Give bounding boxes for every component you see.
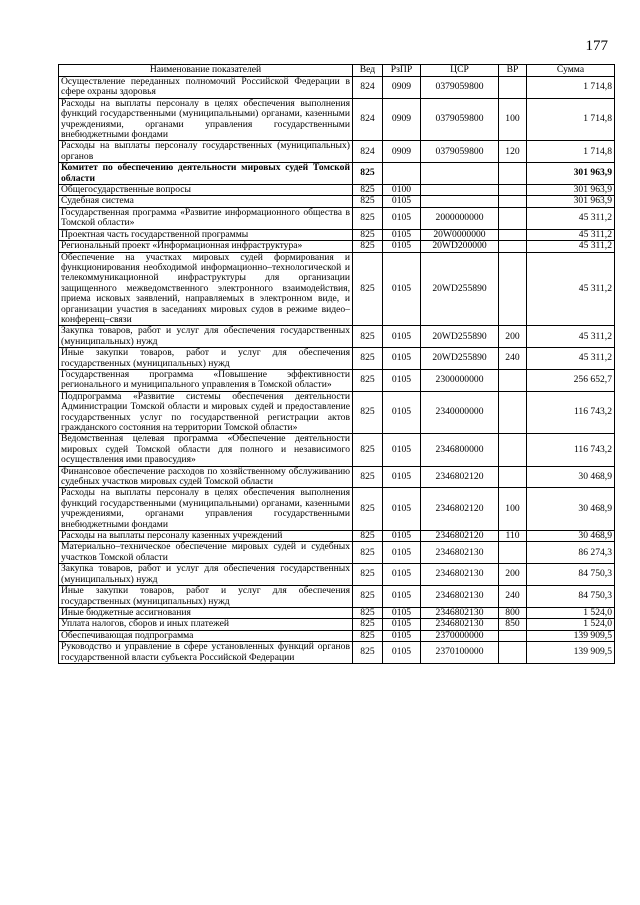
cell-rzpr: 0105 (383, 348, 421, 370)
table-header-row (59, 65, 615, 77)
cell-vr (499, 630, 527, 641)
cell-vr (499, 542, 527, 564)
cell-csr: 0379059800 (421, 77, 499, 99)
cell-sum: 45 311,2 (527, 229, 615, 240)
cell-vr: 110 (499, 531, 527, 542)
cell-csr: 2370000000 (421, 630, 499, 641)
table-row (59, 586, 615, 608)
cell-vr: 120 (499, 141, 527, 163)
cell-ved: 825 (353, 586, 383, 608)
cell-name: Уплата налогов, сборов и иных платежей (59, 619, 353, 630)
cell-sum: 139 909,5 (527, 642, 615, 664)
cell-rzpr: 0909 (383, 141, 421, 163)
cell-vr: 800 (499, 607, 527, 618)
cell-vr (499, 196, 527, 207)
cell-vr: 240 (499, 586, 527, 608)
cell-name: Региональный проект «Информационная инфраструктура» (59, 241, 353, 252)
cell-sum: 116 743,2 (527, 391, 615, 434)
cell-csr: 2000000000 (421, 207, 499, 229)
cell-csr: 20WD255890 (421, 326, 499, 348)
cell-name: Обеспечивающая подпрограмма (59, 630, 353, 641)
cell-vr (499, 252, 527, 326)
header-rzpr: РзПР (383, 65, 421, 77)
cell-sum: 45 311,2 (527, 252, 615, 326)
cell-name: Расходы на выплаты персоналу в целях обеспечения выполнения функций государственными (муниципальными) органами, казенными учреждениями, органами управления государственными внебюджетными фондами (59, 488, 353, 531)
cell-sum: 30 468,9 (527, 531, 615, 542)
cell-csr: 0379059800 (421, 141, 499, 163)
table-row (59, 369, 615, 391)
cell-rzpr: 0909 (383, 77, 421, 99)
cell-rzpr: 0105 (383, 642, 421, 664)
cell-name: Ведомственная целевая программа «Обеспечение деятельности мировых судей Томской области для полного и независимого осуществления ими правосудия» (59, 434, 353, 466)
cell-ved: 825 (353, 207, 383, 229)
cell-csr: 20WD255890 (421, 348, 499, 370)
cell-name: Расходы на выплаты персоналу в целях обеспечения выполнения функций государственными (муниципальными) органами, казенными учреждениями, органами управления государственными внебюджетными фондами (59, 98, 353, 141)
cell-name: Иные закупки товаров, работ и услуг для обеспечения государственных (муниципальных) нужд (59, 586, 353, 608)
table-row (59, 630, 615, 641)
cell-vr: 200 (499, 564, 527, 586)
cell-csr: 2346800000 (421, 434, 499, 466)
table-body (59, 77, 615, 664)
cell-name: Судебная система (59, 196, 353, 207)
cell-sum: 1 714,8 (527, 141, 615, 163)
cell-ved: 824 (353, 141, 383, 163)
cell-sum: 116 743,2 (527, 434, 615, 466)
cell-vr: 240 (499, 348, 527, 370)
cell-name: Финансовое обеспечение расходов по хозяйственному обслуживанию судебных участков мировых судей Томской области (59, 466, 353, 488)
cell-csr: 2346802130 (421, 564, 499, 586)
cell-sum: 1 524,0 (527, 607, 615, 618)
cell-vr (499, 434, 527, 466)
cell-rzpr: 0105 (383, 241, 421, 252)
cell-rzpr: 0105 (383, 252, 421, 326)
cell-rzpr: 0105 (383, 369, 421, 391)
cell-sum: 45 311,2 (527, 348, 615, 370)
cell-rzpr: 0105 (383, 434, 421, 466)
table-row (59, 252, 615, 326)
cell-vr: 850 (499, 619, 527, 630)
cell-ved: 825 (353, 326, 383, 348)
cell-sum: 139 909,5 (527, 630, 615, 641)
cell-csr: 2346802120 (421, 466, 499, 488)
cell-sum: 256 652,7 (527, 369, 615, 391)
cell-name: Материально–техническое обеспечение мировых судей и судебных участков Томской области (59, 542, 353, 564)
cell-sum: 30 468,9 (527, 466, 615, 488)
header-name: Наименование показателей (59, 65, 353, 77)
cell-sum: 30 468,9 (527, 488, 615, 531)
table-row (59, 326, 615, 348)
cell-sum: 45 311,2 (527, 207, 615, 229)
cell-rzpr: 0909 (383, 98, 421, 141)
cell-csr: 2346802130 (421, 542, 499, 564)
cell-name: Подпрограмма «Развитие системы обеспечения деятельности Администрации Томской области и мировых судей и предоставление государственных услуг по государственной регистрации актов гражданского состояния на территории Томской области» (59, 391, 353, 434)
table-row (59, 488, 615, 531)
page-number: 177 (585, 38, 608, 54)
cell-csr: 2346802130 (421, 607, 499, 618)
cell-name: Обеспечение на участках мировых судей формирования и функционирования необходимой информационно–технологической и телекоммуникационной инфраструктуры для организации защищенного межведомственного электронного взаимодействия, приема исковых заявлений, направляемых в электронном виде, и организации участия в заседаниях мировых судов в режиме видео–конференц–связи (59, 252, 353, 326)
cell-vr: 100 (499, 98, 527, 141)
cell-ved: 825 (353, 369, 383, 391)
cell-ved: 825 (353, 466, 383, 488)
cell-csr: 2370100000 (421, 642, 499, 664)
table-row (59, 466, 615, 488)
cell-ved: 825 (353, 185, 383, 196)
table-row (59, 185, 615, 196)
table-row (59, 619, 615, 630)
cell-csr (421, 185, 499, 196)
cell-vr: 100 (499, 488, 527, 531)
cell-vr (499, 207, 527, 229)
cell-ved: 825 (353, 619, 383, 630)
cell-rzpr: 0105 (383, 196, 421, 207)
header-sum: Сумма (527, 65, 615, 77)
cell-vr (499, 642, 527, 664)
cell-csr: 2346802120 (421, 488, 499, 531)
cell-name: Иные бюджетные ассигнования (59, 607, 353, 618)
table-row (59, 607, 615, 618)
cell-name: Государственная программа «Повышение эффективности регионального и муниципального управления в Томской области» (59, 369, 353, 391)
cell-vr (499, 229, 527, 240)
table-row (59, 564, 615, 586)
cell-name: Государственная программа «Развитие информационного общества в Томской области» (59, 207, 353, 229)
cell-vr (499, 369, 527, 391)
cell-sum: 1 714,8 (527, 77, 615, 99)
table-row (59, 196, 615, 207)
cell-ved: 825 (353, 564, 383, 586)
cell-csr: 2300000000 (421, 369, 499, 391)
table-row (59, 542, 615, 564)
cell-rzpr: 0105 (383, 586, 421, 608)
table-row (59, 391, 615, 434)
cell-ved: 825 (353, 630, 383, 641)
cell-rzpr: 0105 (383, 630, 421, 641)
cell-name: Расходы на выплаты персоналу казенных учреждений (59, 531, 353, 542)
cell-vr (499, 185, 527, 196)
cell-csr: 2340000000 (421, 391, 499, 434)
cell-ved: 824 (353, 98, 383, 141)
cell-rzpr: 0105 (383, 466, 421, 488)
cell-ved: 825 (353, 241, 383, 252)
cell-csr: 2346802130 (421, 619, 499, 630)
table-row (59, 141, 615, 163)
table-row (59, 434, 615, 466)
cell-rzpr: 0105 (383, 607, 421, 618)
table-row (59, 77, 615, 99)
cell-ved: 825 (353, 434, 383, 466)
cell-sum: 86 274,3 (527, 542, 615, 564)
cell-ved: 825 (353, 348, 383, 370)
cell-ved: 825 (353, 488, 383, 531)
cell-name: Закупка товаров, работ и услуг для обеспечения государственных (муниципальных) нужд (59, 326, 353, 348)
header-vr: ВР (499, 65, 527, 77)
cell-ved: 825 (353, 607, 383, 618)
cell-sum: 1 714,8 (527, 98, 615, 141)
table-row (59, 207, 615, 229)
cell-rzpr: 0105 (383, 229, 421, 240)
cell-sum: 45 311,2 (527, 326, 615, 348)
cell-ved: 824 (353, 77, 383, 99)
cell-rzpr: 0100 (383, 185, 421, 196)
cell-vr (499, 77, 527, 99)
cell-name: Комитет по обеспечению деятельности мировых судей Томской области (59, 163, 353, 185)
cell-rzpr: 0105 (383, 619, 421, 630)
cell-sum: 301 963,9 (527, 163, 615, 185)
cell-name: Закупка товаров, работ и услуг для обеспечения государственных (муниципальных) нужд (59, 564, 353, 586)
cell-rzpr: 0105 (383, 564, 421, 586)
cell-vr (499, 391, 527, 434)
cell-sum: 84 750,3 (527, 586, 615, 608)
budget-table (58, 64, 615, 664)
cell-ved: 825 (353, 252, 383, 326)
cell-rzpr: 0105 (383, 542, 421, 564)
table-row (59, 98, 615, 141)
cell-ved: 825 (353, 531, 383, 542)
cell-vr (499, 241, 527, 252)
cell-rzpr (383, 163, 421, 185)
cell-name: Осуществление переданных полномочий Российской Федерации в сфере охраны здоровья (59, 77, 353, 99)
cell-csr: 20WD255890 (421, 252, 499, 326)
cell-sum: 301 963,9 (527, 185, 615, 196)
header-ved: Вед (353, 65, 383, 77)
cell-rzpr: 0105 (383, 531, 421, 542)
table-row (59, 163, 615, 185)
header-csr: ЦСР (421, 65, 499, 77)
cell-name: Иные закупки товаров, работ и услуг для обеспечения государственных (муниципальных) нужд (59, 348, 353, 370)
cell-vr (499, 163, 527, 185)
cell-ved: 825 (353, 542, 383, 564)
cell-ved: 825 (353, 391, 383, 434)
table-row (59, 229, 615, 240)
cell-ved: 825 (353, 196, 383, 207)
cell-csr: 20W0000000 (421, 229, 499, 240)
cell-rzpr: 0105 (383, 488, 421, 531)
cell-sum: 45 311,2 (527, 241, 615, 252)
cell-ved: 825 (353, 229, 383, 240)
cell-rzpr: 0105 (383, 207, 421, 229)
cell-ved: 825 (353, 642, 383, 664)
cell-vr: 200 (499, 326, 527, 348)
table-row (59, 642, 615, 664)
cell-sum: 84 750,3 (527, 564, 615, 586)
cell-csr: 2346802120 (421, 531, 499, 542)
cell-csr (421, 196, 499, 207)
cell-csr: 20WD200000 (421, 241, 499, 252)
cell-name: Расходы на выплаты персоналу государственных (муниципальных) органов (59, 141, 353, 163)
cell-csr: 2346802130 (421, 586, 499, 608)
cell-sum: 1 524,0 (527, 619, 615, 630)
cell-rzpr: 0105 (383, 391, 421, 434)
table-row (59, 241, 615, 252)
cell-csr: 0379059800 (421, 98, 499, 141)
cell-name: Общегосударственные вопросы (59, 185, 353, 196)
cell-vr (499, 466, 527, 488)
cell-name: Проектная часть государственной программы (59, 229, 353, 240)
table-row (59, 348, 615, 370)
cell-ved: 825 (353, 163, 383, 185)
table-row (59, 531, 615, 542)
cell-csr (421, 163, 499, 185)
cell-name: Руководство и управление в сфере установленных функций органов государственной власти субъекта Российской Федерации (59, 642, 353, 664)
cell-sum: 301 963,9 (527, 196, 615, 207)
cell-rzpr: 0105 (383, 326, 421, 348)
